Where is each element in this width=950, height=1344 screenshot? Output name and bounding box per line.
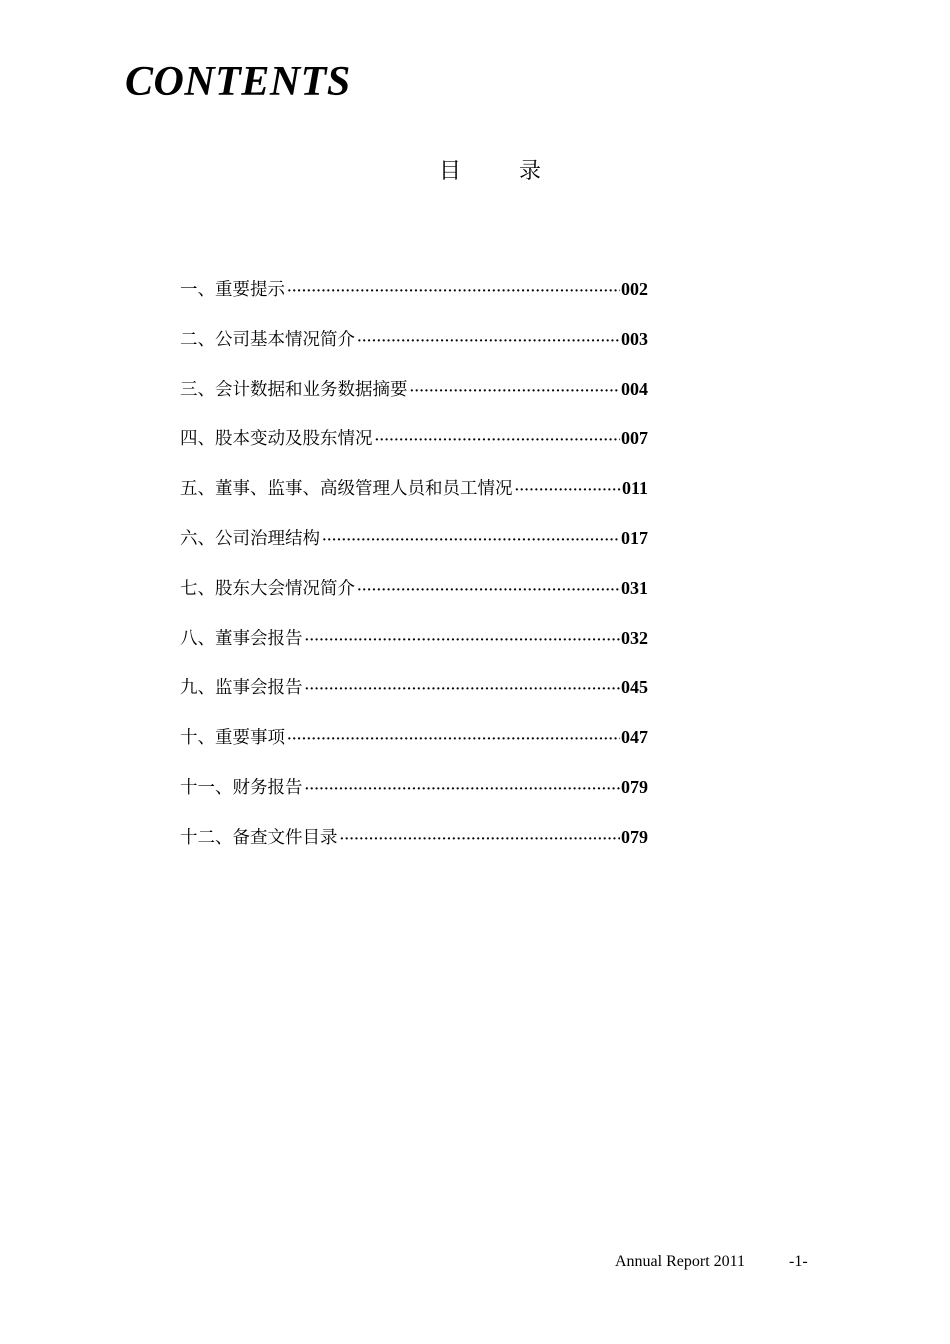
toc-title-right-char: 录	[519, 159, 542, 184]
toc-entry[interactable]	[180, 824, 648, 874]
page-footer	[615, 1253, 808, 1271]
toc-leader-dots	[305, 782, 621, 798]
toc-entry-page: 003	[621, 328, 648, 349]
toc-entry-page: 011	[621, 478, 648, 499]
toc-leader-dots	[287, 732, 620, 748]
toc-leader-dots	[410, 384, 621, 400]
toc-entry[interactable]	[180, 674, 648, 724]
toc-entry[interactable]	[180, 475, 648, 525]
toc-entry-label: 一、重要提示	[180, 280, 285, 300]
toc-entry-label: 七、股东大会情况简介	[180, 578, 355, 599]
toc-entry[interactable]	[180, 326, 648, 376]
toc-leader-dots	[357, 583, 620, 599]
toc-entry-label: 十、重要事项	[180, 728, 285, 749]
toc-entry-label: 九、监事会报告	[180, 678, 303, 699]
toc-leader-dots	[375, 433, 621, 449]
toc-entry[interactable]	[180, 575, 648, 625]
toc-leader-dots	[287, 284, 620, 300]
toc-entry-label: 十一、财务报告	[180, 777, 303, 798]
toc-entry[interactable]	[180, 724, 648, 774]
footer-page-number: -1-	[789, 1253, 808, 1270]
toc-title	[0, 154, 950, 185]
toc-entry-page: 007	[621, 428, 648, 449]
toc-entry-page: 032	[621, 627, 648, 648]
toc-entry-label: 二、公司基本情况简介	[180, 329, 355, 350]
toc-entry-page: 017	[621, 527, 648, 548]
toc-entry-page: 002	[621, 279, 648, 299]
toc-title-left-char: 目	[438, 159, 461, 184]
toc-entry-label: 六、公司治理结构	[180, 528, 320, 549]
toc-leader-dots	[357, 334, 620, 350]
toc-entry[interactable]	[180, 425, 648, 475]
toc-leader-dots	[515, 483, 621, 499]
table-of-contents	[180, 276, 648, 874]
toc-entry-label: 五、董事、监事、高级管理人员和员工情况	[180, 479, 513, 500]
toc-entry[interactable]	[180, 376, 648, 426]
toc-entry-label: 八、董事会报告	[180, 628, 303, 649]
toc-entry-page: 079	[621, 826, 648, 847]
toc-entry-page: 004	[621, 378, 648, 399]
contents-banner: CONTENTS	[125, 59, 351, 105]
toc-leader-dots	[305, 633, 621, 649]
toc-leader-dots	[340, 832, 621, 848]
toc-entry-page: 079	[621, 776, 648, 797]
toc-entry[interactable]	[180, 276, 648, 326]
toc-entry-label: 四、股本变动及股东情况	[180, 429, 373, 450]
toc-entry[interactable]	[180, 525, 648, 575]
toc-entry-page: 045	[621, 677, 648, 698]
footer-report-title: Annual Report 2011	[615, 1253, 746, 1270]
toc-entry-page: 031	[621, 577, 648, 598]
toc-leader-dots	[322, 533, 620, 549]
toc-entry-page: 047	[621, 727, 648, 748]
toc-entry-label: 三、会计数据和业务数据摘要	[180, 379, 408, 400]
toc-leader-dots	[305, 682, 621, 698]
toc-entry[interactable]	[180, 774, 648, 824]
toc-entry-label: 十二、备查文件目录	[180, 827, 338, 848]
toc-entry[interactable]	[180, 625, 648, 675]
